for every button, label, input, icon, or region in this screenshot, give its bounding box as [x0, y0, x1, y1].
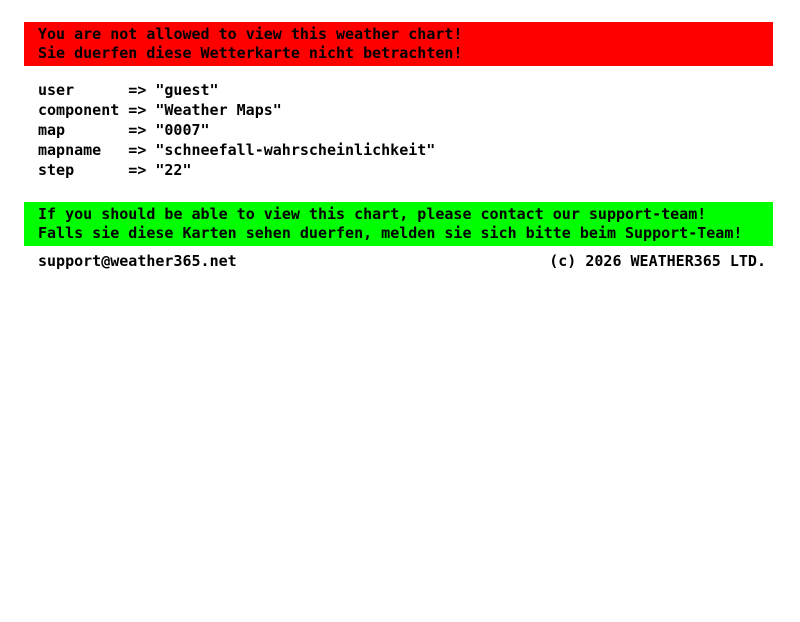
- banner-contact-support: [24, 202, 773, 246]
- request-details: [38, 80, 773, 180]
- contact-message-de: Falls sie diese Karten sehen duerfen, melden sie sich bitte beim Support-Team!: [38, 224, 743, 242]
- denied-message-de: Sie duerfen diese Wetterkarte nicht betrachten!: [38, 44, 463, 62]
- arrow-separator: =>: [128, 101, 147, 119]
- contact-message-en: If you should be able to view this chart, please contact our support-team!: [38, 205, 707, 223]
- detail-row-user: [38, 80, 773, 100]
- detail-value: "22": [155, 161, 192, 179]
- support-email: support@weather365.net: [38, 252, 237, 270]
- detail-key: map: [38, 121, 66, 139]
- arrow-separator: =>: [128, 81, 147, 99]
- detail-row-step: [38, 160, 773, 180]
- detail-value: "Weather Maps": [155, 101, 282, 119]
- detail-key: component: [38, 101, 120, 119]
- detail-row-component: [38, 100, 773, 120]
- denied-message-en: You are not allowed to view this weather chart!: [38, 25, 463, 43]
- detail-row-map: [38, 120, 773, 140]
- detail-value: "0007": [155, 121, 210, 139]
- banner-access-denied: [24, 22, 773, 66]
- copyright-notice: (c) 2026 WEATHER365 LTD.: [549, 252, 766, 270]
- detail-key: step: [38, 161, 75, 179]
- error-page: [24, 22, 773, 269]
- detail-row-mapname: [38, 140, 773, 160]
- footer: [24, 253, 773, 269]
- detail-key: user: [38, 81, 75, 99]
- arrow-separator: =>: [128, 161, 147, 179]
- detail-value: "schneefall-wahrscheinlichkeit": [155, 141, 436, 159]
- arrow-separator: =>: [128, 121, 147, 139]
- detail-value: "guest": [155, 81, 219, 99]
- detail-key: mapname: [38, 141, 102, 159]
- arrow-separator: =>: [128, 141, 147, 159]
